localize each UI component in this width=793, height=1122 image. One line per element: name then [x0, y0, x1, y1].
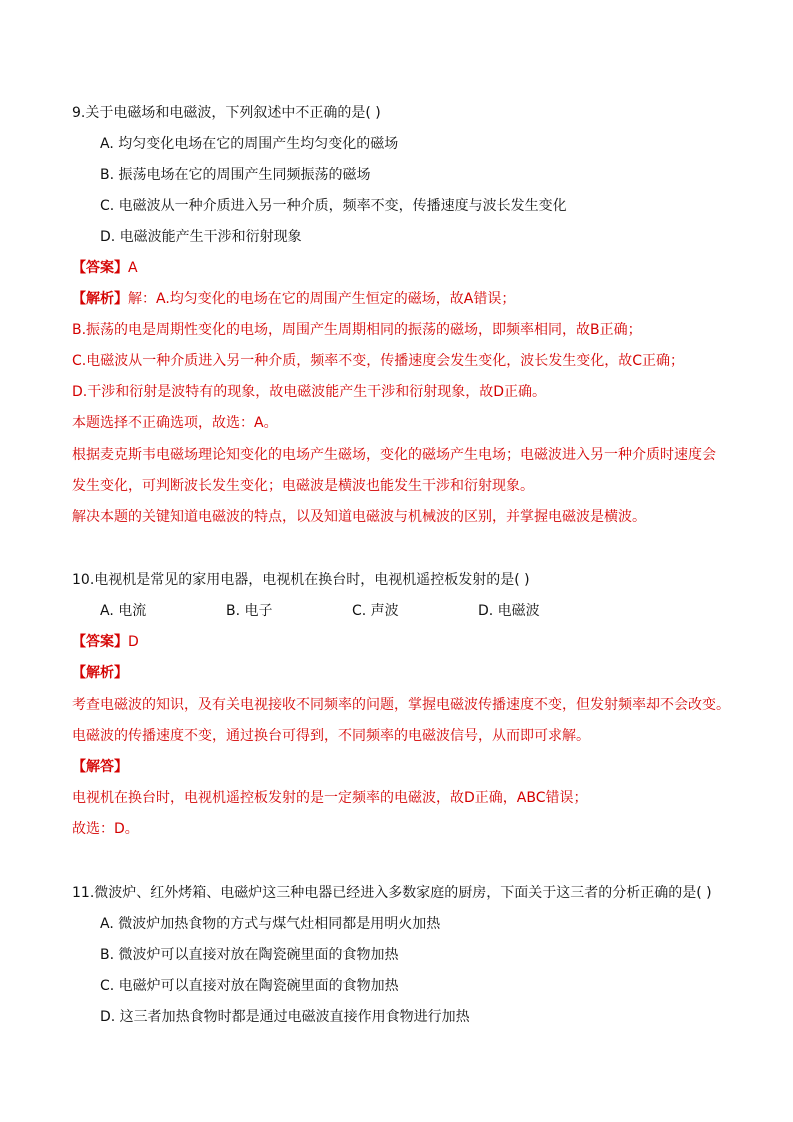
- q11-option-a: A. 微波炉加热食物的方式与煤气灶相同都是用明火加热: [100, 916, 441, 932]
- q9-option-d: D. 电磁波能产生干涉和衍射现象: [100, 229, 302, 245]
- q10-option-a: A. 电流: [100, 603, 147, 619]
- q10-answer-label: 【答案】: [72, 634, 128, 650]
- q9-analysis-line-7: 解决本题的关键知道电磁波的特点，以及知道电磁波与机械波的区别，并掌握电磁波是横波。: [72, 509, 646, 525]
- q9-answer: [72, 258, 138, 278]
- q9-analysis-line-2: C.电磁波从一种介质进入另一种介质，频率不变，传播速度会发生变化，波长发生变化，故C正确；: [72, 353, 684, 369]
- q9-analysis-line-6: 发生变化，可判断波长发生变化；电磁波是横波也能发生干涉和衍射现象。: [72, 478, 534, 494]
- q10-answer-value: D: [128, 634, 139, 650]
- q11-option-c: C. 电磁炉可以直接对放在陶瓷碗里面的食物加热: [100, 978, 399, 994]
- q10-solution-label: 【解答】: [72, 759, 128, 775]
- q10-analysis-label: 【解析】: [72, 665, 128, 681]
- q9-analysis-line-5: 根据麦克斯韦电磁场理论知变化的电场产生磁场，变化的磁场产生电场；电磁波进入另一种介质时速度会: [72, 447, 716, 463]
- q9-analysis-line-4: 本题选择不正确选项，故选：A。: [72, 415, 278, 431]
- q10-analysis-line-0: 考查电磁波的知识，及有关电视接收不同频率的问题，掌握电磁波传播速度不变，但发射频率却不会改变。: [72, 697, 730, 713]
- q9-analysis-line-1: B.振荡的电是周期性变化的电场，周围产生周期相同的振荡的磁场，即频率相同，故B正确；: [72, 322, 642, 338]
- q9-analysis-label: 【解析】: [72, 291, 128, 307]
- q9-analysis-first: [72, 289, 515, 309]
- q9-option-c: C. 电磁波从一种介质进入另一种介质，频率不变，传播速度与波长发生变化: [100, 198, 567, 214]
- q9-stem: 9.关于电磁场和电磁波，下列叙述中不正确的是( ): [72, 105, 381, 121]
- q10-solution-line-1: 故选：D。: [72, 821, 139, 837]
- q11-option-d: D. 这三者加热食物时都是通过电磁波直接作用食物进行加热: [100, 1009, 470, 1025]
- q9-option-a: A. 均匀变化电场在它的周围产生均匀变化的磁场: [100, 136, 399, 152]
- q9-answer-value: A: [128, 260, 138, 276]
- q9-option-b: B. 振荡电场在它的周围产生同频振荡的磁场: [100, 167, 371, 183]
- q10-stem: 10.电视机是常见的家用电器，电视机在换台时，电视机遥控板发射的是( ): [72, 572, 530, 588]
- q10-option-b: B. 电子: [226, 603, 273, 619]
- q11-stem: 11.微波炉、红外烤箱、电磁炉这三种电器已经进入多数家庭的厨房，下面关于这三者的分析正确的是( ): [72, 885, 712, 901]
- q9-analysis-line-0: 解：A.均匀变化的电场在它的周围产生恒定的磁场，故A错误；: [128, 291, 516, 307]
- q11-option-b: B. 微波炉可以直接对放在陶瓷碗里面的食物加热: [100, 947, 399, 963]
- q9-analysis-line-3: D.干涉和衍射是波特有的现象，故电磁波能产生干涉和衍射现象，故D正确。: [72, 384, 547, 400]
- q10-analysis-line-1: 电磁波的传播速度不变，通过换台可得到，不同频率的电磁波信号，从而即可求解。: [72, 728, 590, 744]
- q10-answer: [72, 632, 139, 652]
- q10-option-c: C. 声波: [352, 603, 399, 619]
- q10-option-d: D. 电磁波: [478, 603, 540, 619]
- q10-solution-line-0: 电视机在换台时，电视机遥控板发射的是一定频率的电磁波，故D正确，ABC错误；: [72, 790, 588, 806]
- q9-answer-label: 【答案】: [72, 260, 128, 276]
